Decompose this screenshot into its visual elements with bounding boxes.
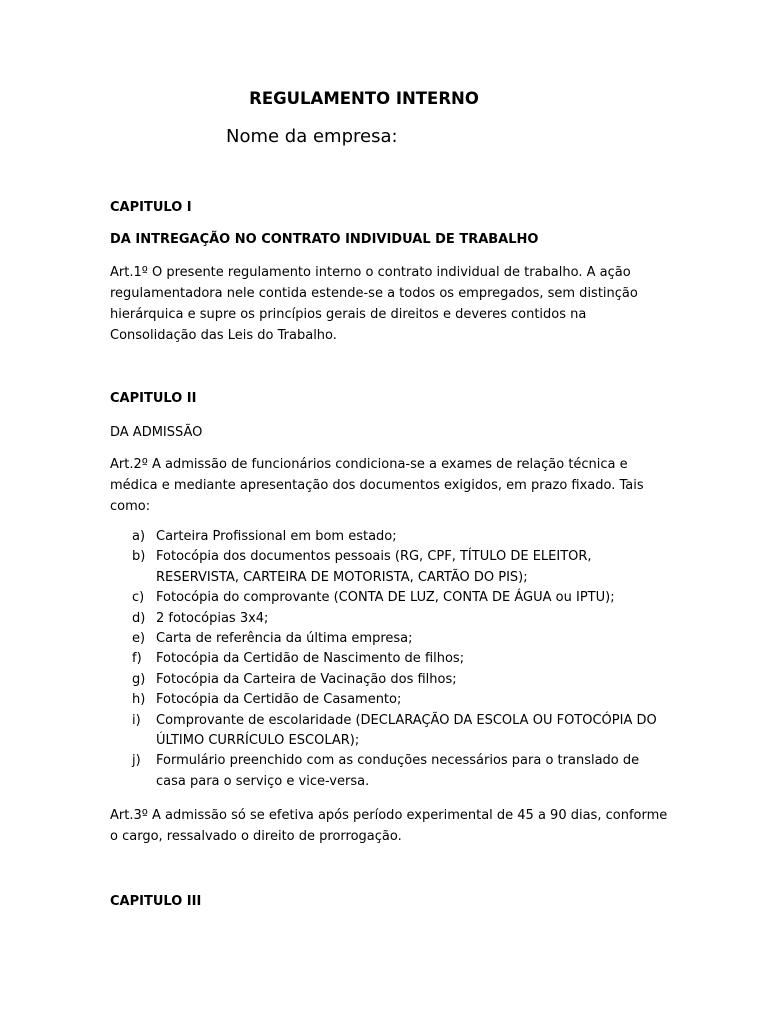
- list-item: [110, 751, 670, 792]
- list-item-marker: j): [132, 753, 141, 769]
- list-item: [110, 649, 670, 669]
- chapter-1-subheading: DA INTREGAÇÃO NO CONTRATO INDIVIDUAL DE TRABALHO: [110, 232, 539, 247]
- list-item-text: Carta de referência da última empresa;: [156, 631, 413, 647]
- chapter-2-subheading: DA ADMISSÃO: [110, 425, 203, 440]
- list-item-marker: h): [132, 692, 146, 708]
- list-item: [110, 588, 670, 608]
- list-item: [110, 527, 670, 547]
- list-item-marker: e): [132, 631, 146, 647]
- list-item-text: 2 fotocópias 3x4;: [156, 610, 269, 626]
- document-title: REGULAMENTO INTERNO: [249, 89, 479, 108]
- list-item: [110, 609, 670, 629]
- list-item: [110, 670, 670, 690]
- list-item-marker: b): [132, 549, 146, 565]
- list-item-text: Comprovante de escolaridade (DECLARAÇÃO DA ESCOLA OU FOTOCÓPIA DO ÚLTIMO CURRÍCULO ESCOLAR);: [156, 712, 657, 749]
- list-item: [110, 711, 670, 752]
- list-item: [110, 629, 670, 649]
- list-item-text: Formulário preenchido com as conduções necessários para o translado de casa para o serviço e vice-versa.: [156, 753, 640, 789]
- list-item-marker: a): [132, 529, 146, 544]
- chapter-2-heading: CAPITULO II: [110, 391, 197, 406]
- chapter-3-heading: CAPITULO III: [110, 894, 202, 909]
- list-item-text: Fotocópia da Carteira de Vacinação dos filhos;: [156, 671, 457, 687]
- list-item-marker: g): [132, 671, 146, 687]
- list-item-text: Carteira Profissional em bom estado;: [156, 529, 397, 544]
- list-item: [110, 547, 670, 588]
- list-item-marker: f): [132, 651, 142, 667]
- list-item-text: Fotocópia da Certidão de Nascimento de filhos;: [156, 651, 465, 667]
- list-item-marker: d): [132, 610, 146, 626]
- article-2-paragraph: Art.2º A admissão de funcionários condiciona-se a exames de relação técnica e médica e mediante apresentação dos documentos exigidos, em prazo fixado. Tais como:: [110, 457, 644, 514]
- list-item-text: Fotocópia da Certidão de Casamento;: [156, 692, 402, 708]
- article-1-paragraph: Art.1º O presente regulamento interno o contrato individual de trabalho. A ação regulamentadora nele contida estende-se a todos os empregados, sem distinção hierárquica e supre os princípios gerais de direitos e deveres contidos na Consolidação das Leis do Trabalho.: [110, 265, 638, 343]
- list-item-text: Fotocópia do comprovante (CONTA DE LUZ, CONTA DE ÁGUA ou IPTU);: [156, 590, 615, 606]
- chapter-1-heading: CAPITULO I: [110, 200, 192, 215]
- list-item-text: Fotocópia dos documentos pessoais (RG, CPF, TÍTULO DE ELEITOR, RESERVISTA, CARTEIRA DE MOTORISTA, CARTÃO DO PIS);: [156, 549, 592, 585]
- list-item-marker: i): [132, 712, 141, 728]
- list-item-marker: c): [132, 590, 145, 606]
- company-name-label: Nome da empresa:: [226, 126, 398, 147]
- required-documents-list: [110, 527, 670, 792]
- list-item: [110, 690, 670, 710]
- article-3-paragraph: Art.3º A admissão só se efetiva após período experimental de 45 a 90 dias, conforme o cargo, ressalvado o direito de prorrogação.: [110, 808, 668, 844]
